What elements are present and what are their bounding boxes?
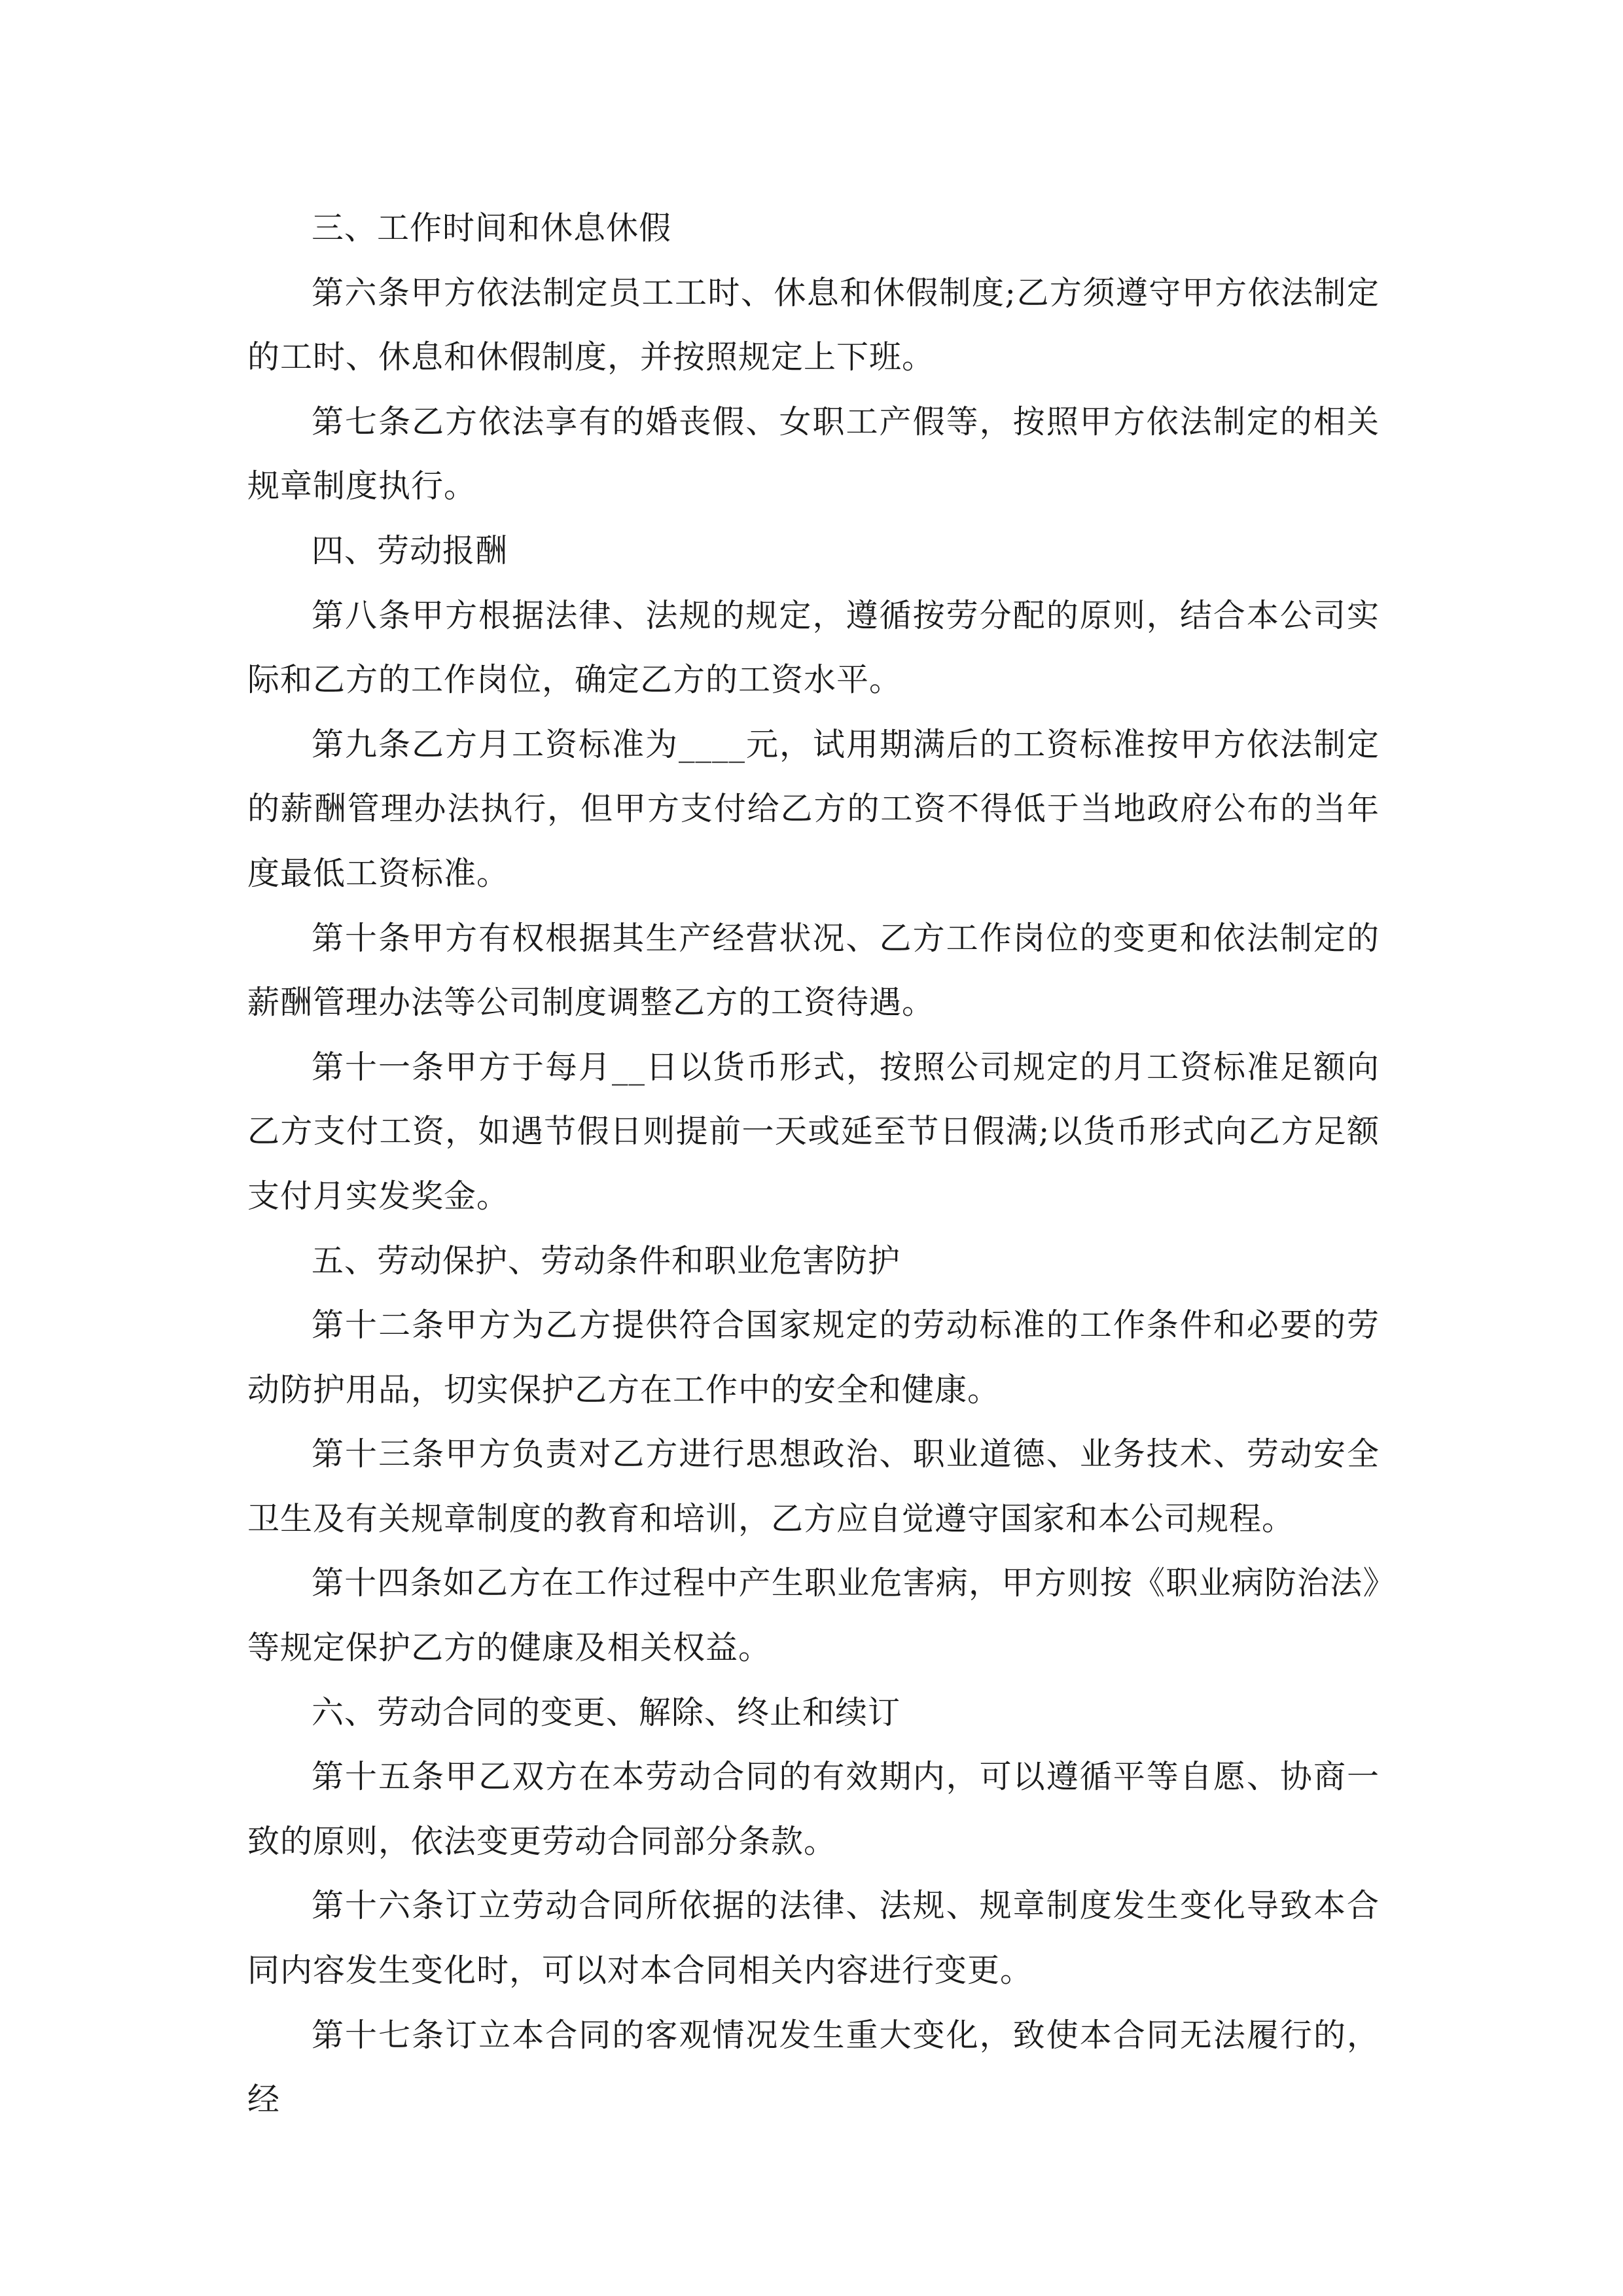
document-body	[247, 196, 1380, 2132]
section-heading-labor-protection: 五、劳动保护、劳动条件和职业危害防护	[312, 1242, 901, 1280]
section-heading-contract-changes: 六、劳动合同的变更、解除、终止和续订	[312, 1693, 901, 1731]
article-8: 第八条甲方根据法律、法规的规定，遵循按劳分配的原则，结合本公司实际和乙方的工作岗位，确定乙方的工资水平。	[247, 596, 1380, 699]
article-17: 第十七条订立本合同的客观情况发生重大变化，致使本合同无法履行的，经	[247, 2016, 1380, 2119]
article-16: 第十六条订立劳动合同所依据的法律、法规、规章制度发生变化导致本合同内容发生变化时，可以对本合同相关内容进行变更。	[247, 1887, 1380, 1990]
article-13: 第十三条甲方负责对乙方进行思想政治、职业道德、业务技术、劳动安全卫生及有关规章制度的教育和培训，乙方应自觉遵守国家和本公司规程。	[247, 1435, 1380, 1537]
section-heading-work-hours: 三、工作时间和休息休假	[312, 209, 672, 247]
section-heading-remuneration: 四、劳动报酬	[312, 531, 508, 569]
article-10: 第十条甲方有权根据其生产经营状况、乙方工作岗位的变更和依法制定的薪酬管理办法等公司制度调整乙方的工资待遇。	[247, 919, 1380, 1022]
article-14: 第十四条如乙方在工作过程中产生职业危害病，甲方则按《职业病防治法》等规定保护乙方的健康及相关权益。	[247, 1564, 1380, 1667]
article-15: 第十五条甲乙双方在本劳动合同的有效期内，可以遵循平等自愿、协商一致的原则，依法变更劳动合同部分条款。	[247, 1758, 1380, 1860]
article-6: 第六条甲方依法制定员工工时、休息和休假制度;乙方须遵守甲方依法制定的工时、休息和休假制度，并按照规定上下班。	[247, 274, 1380, 376]
article-9: 第九条乙方月工资标准为____元，试用期满后的工资标准按甲方依法制定的薪酬管理办法执行，但甲方支付给乙方的工资不得低于当地政府公布的当年度最低工资标准。	[247, 725, 1380, 892]
article-11: 第十一条甲方于每月__日以货币形式，按照公司规定的月工资标准足额向乙方支付工资，如遇节假日则提前一天或延至节日假满;以货币形式向乙方足额支付月实发奖金。	[247, 1048, 1380, 1215]
article-12: 第十二条甲方为乙方提供符合国家规定的劳动标准的工作条件和必要的劳动防护用品，切实保护乙方在工作中的安全和健康。	[247, 1306, 1380, 1408]
article-7: 第七条乙方依法享有的婚丧假、女职工产假等，按照甲方依法制定的相关规章制度执行。	[247, 403, 1380, 505]
